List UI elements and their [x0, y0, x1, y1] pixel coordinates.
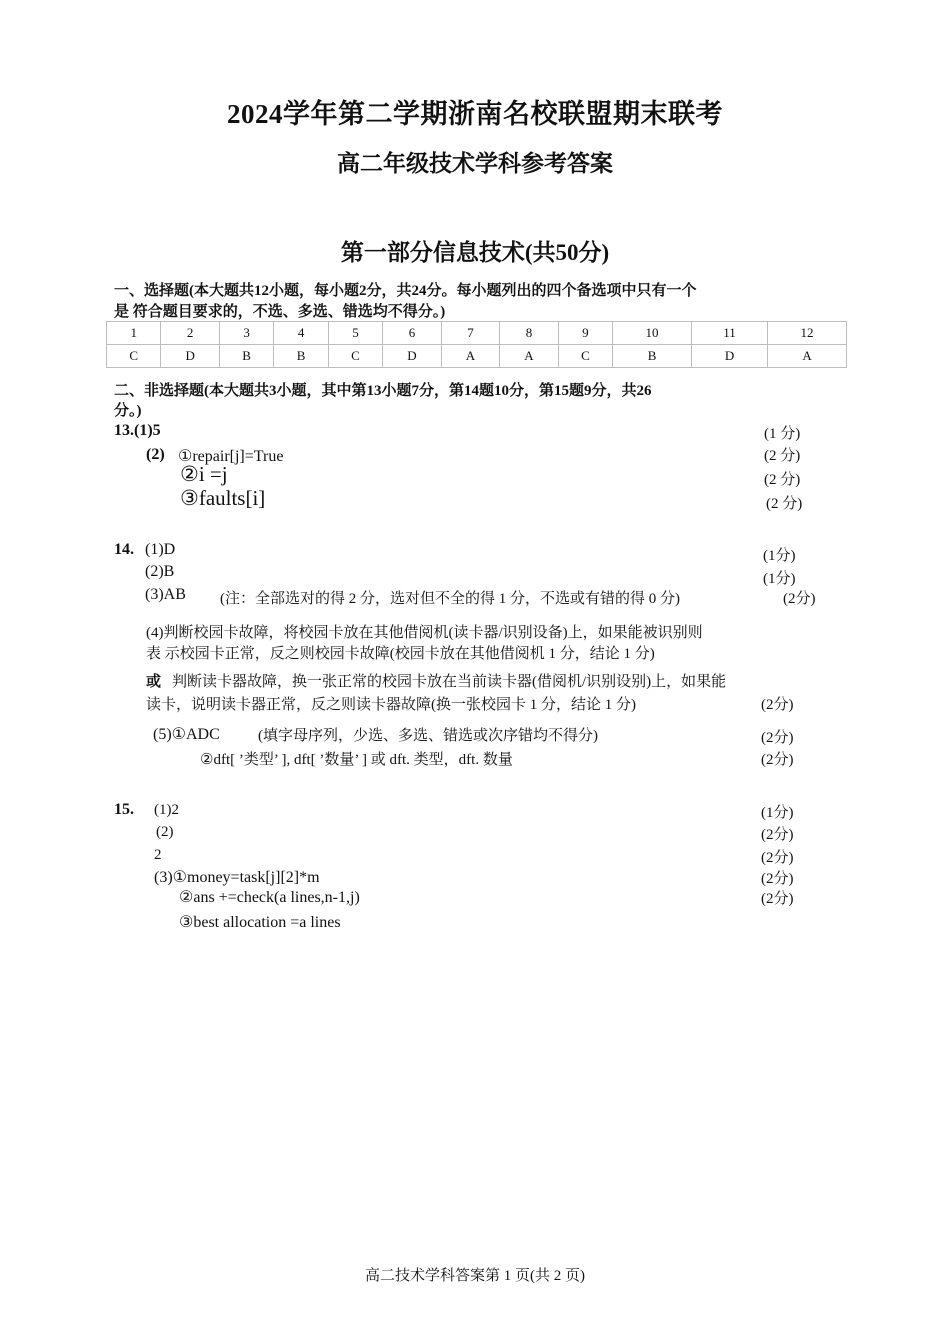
q13-part2-answer-b: ②i =j	[180, 462, 228, 486]
q14-part5-answer-a: (5)①ADC	[153, 726, 220, 743]
q14-part4-score: (2分)	[761, 697, 794, 713]
q14-part2-score: (1分)	[763, 571, 796, 587]
question-number-row	[107, 322, 847, 345]
q13-part2-answer-c: ③faults[i]	[180, 486, 266, 510]
table-cell: C	[328, 345, 382, 368]
q14-part5-score-a: (2分)	[761, 730, 794, 746]
table-cell: 7	[441, 322, 499, 345]
table-cell: 6	[383, 322, 441, 345]
q14-part4-line2: 表 示校园卡正常，反之则校园卡故障(校园卡放在其他借阅机 1 分，结论 1 分)	[146, 646, 655, 662]
q15-part3-answer-a: (3)①money=task[j][2]*m	[154, 869, 320, 886]
answer-subtitle: 高二年级技术学科参考答案	[337, 151, 613, 176]
table-cell: 12	[768, 322, 847, 345]
table-cell: C	[107, 345, 161, 368]
q13-part2-score-a: (2 分)	[764, 448, 801, 464]
table-cell: 4	[274, 322, 328, 345]
table-cell: 3	[219, 322, 273, 345]
q15-part1-score: (1分)	[761, 805, 794, 821]
q14-part3-score: (2分)	[783, 591, 816, 607]
q14-part1-answer: (1)D	[145, 541, 176, 558]
q14-part4-line4: 读卡，说明读卡器正常，反之则读卡器故障(换一张校园卡 1 分，结论 1 分)	[146, 697, 636, 713]
table-cell: A	[768, 345, 847, 368]
q15-part3-score-a: (2分)	[761, 871, 794, 887]
table-cell: A	[500, 345, 558, 368]
q13-part2-label: (2)	[146, 446, 165, 463]
table-cell: A	[441, 345, 499, 368]
q14-part3-note: (注：全部选对的得 2 分，选对但不全的得 1 分，不选或有错的得 0 分)	[220, 591, 680, 607]
page-footer: 高二技术学科答案第 1 页(共 2 页)	[365, 1268, 585, 1284]
table-cell: B	[219, 345, 273, 368]
q15-part2-score: (2分)	[761, 827, 794, 843]
table-cell: D	[161, 345, 219, 368]
table-cell: 10	[613, 322, 692, 345]
q14-part2-answer: (2)B	[145, 563, 175, 580]
table-cell: 1	[107, 322, 161, 345]
q14-part4-or: 或	[146, 674, 162, 690]
q14-part1-score: (1分)	[763, 548, 796, 564]
q14-part5-answer-b: ②dft[ ’类型’ ], dft[ ’数量’ ] 或 dft. 类型，dft. 数量	[200, 752, 513, 768]
q14-part3-answer: (3)AB	[145, 586, 186, 603]
q13-part2-score-c: (2 分)	[766, 496, 803, 512]
table-cell: B	[613, 345, 692, 368]
table-cell: D	[691, 345, 767, 368]
q15-part1-answer: (1)2	[154, 802, 179, 818]
q14-label: 14.	[114, 541, 134, 558]
q13-part2-score-b: (2 分)	[764, 472, 801, 488]
table-cell: D	[383, 345, 441, 368]
choice-answer-table	[106, 321, 847, 368]
q14-part5-score-b: (2分)	[761, 752, 794, 768]
q13-part2-answer-a: ①repair[j]=True	[178, 448, 284, 465]
section2-heading-line2: 分。)	[114, 403, 142, 419]
table-cell: 9	[558, 322, 612, 345]
table-cell: B	[274, 345, 328, 368]
section1-heading-line1: 一、选择题(本大题共12小题，每小题2分，共24分。每小题列出的四个备选项中只有一个	[114, 283, 697, 299]
q15-part3-answer-b: ②ans +=check(a lines,n-1,j)	[179, 889, 360, 906]
q13-part1-score: (1 分)	[764, 426, 801, 442]
q14-part5-note: (填字母序列，少选、多选、错选或次序错均不得分)	[258, 728, 598, 744]
q15-part2-value-score: (2分)	[761, 850, 794, 866]
q15-part2-answer: 2	[154, 847, 162, 863]
table-cell: C	[558, 345, 612, 368]
section1-heading-line2: 是 符合题目要求的，不选、多选、错选均不得分。)	[114, 304, 446, 320]
q14-part4-line1: (4)判断校园卡故障，将校园卡放在其他借阅机(读卡器/识别设备)上，如果能被识别则	[146, 625, 703, 641]
q15-part2-label: (2)	[156, 824, 174, 840]
exam-title: 2024学年第二学期浙南名校联盟期末联考	[227, 99, 723, 129]
q14-part4-line3: 判断读卡器故障，换一张正常的校园卡放在当前读卡器(借阅机/识别设别)上，如果能	[172, 674, 727, 690]
table-cell: 8	[500, 322, 558, 345]
table-cell: 5	[328, 322, 382, 345]
table-cell: 2	[161, 322, 219, 345]
part-title: 第一部分信息技术(共50分)	[340, 240, 610, 265]
answer-row	[107, 345, 847, 368]
q15-label: 15.	[114, 801, 134, 818]
q15-part3-answer-c: ③best allocation =a lines	[179, 914, 341, 931]
q13-part1-answer: 13.(1)5	[114, 422, 161, 439]
q15-part3-score-b: (2分)	[761, 891, 794, 907]
section2-heading-line1: 二、非选择题(本大题共3小题，其中第13小题7分，第14题10分，第15题9分，共26	[114, 383, 652, 399]
table-cell: 11	[691, 322, 767, 345]
